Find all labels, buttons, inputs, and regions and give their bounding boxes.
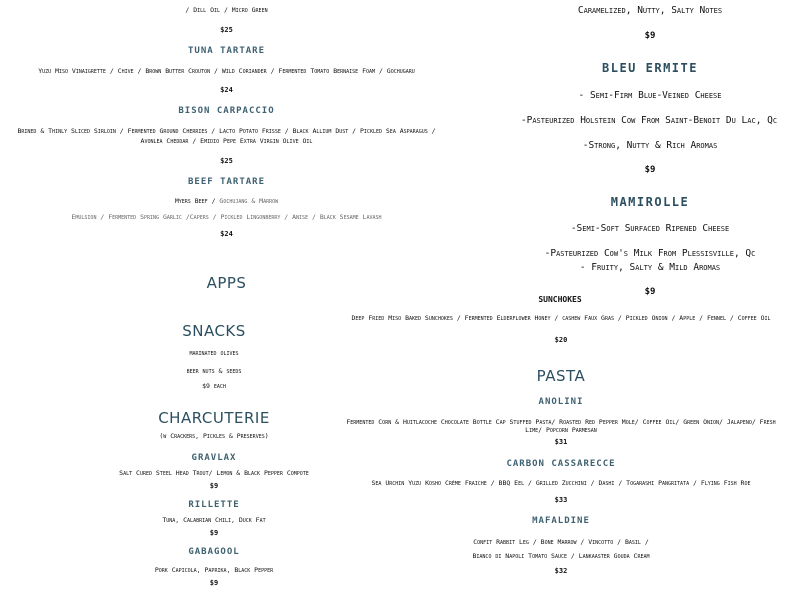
cheese-description: - Semi-Firm Blue-Veined Cheese: [578, 90, 722, 101]
dish-description: Brined & Thinly Sliced Sirloin / Fermented Ground Cherries / Lacto Potato Frisse / Black Allium Dust / Pickled Sea Asparagus /: [17, 127, 436, 135]
dish-description: / Dill Oil / Micro Green: [185, 6, 268, 14]
dish-description-part: Gochujang & Marrow: [219, 197, 279, 205]
dish-price: $31: [554, 438, 568, 446]
cheese-price: $9: [644, 165, 656, 175]
dish-title-rillette: RILLETTE: [188, 500, 240, 510]
dish-price: $32: [554, 567, 568, 575]
section-title-apps: APPS: [206, 274, 247, 292]
dish-description: [0, 213, 453, 221]
dish-description: Bianco di Napoli Tomato Sauce / Lankaaster Gouda Cream: [472, 552, 650, 560]
dish-title-beef-tartare: BEEF TARTARE: [187, 177, 266, 187]
dish-price: $25: [220, 26, 233, 34]
snack-price: $9 each: [202, 382, 226, 390]
dish-title-mafaldine: MAFALDINE: [532, 516, 590, 526]
section-title-charcuterie: CHARCUTERIE: [158, 409, 270, 427]
cheese-title-bleu-ermite: BLEU ERMITE: [602, 61, 698, 75]
dish-price: $9: [209, 579, 219, 587]
dish-description: Deep Fried Miso Baked Sunchokes / Fermented Elderflower Honey / cashew Faux Gras / Pickled Onion / Apple / Fennel / Coffee Oil: [351, 314, 771, 322]
cheese-description: - Fruity, Salty & Mild Aromas: [579, 262, 721, 273]
dish-title-bison-carpaccio: BISON CARPACCIO: [178, 106, 275, 116]
dish-price: $24: [220, 230, 233, 238]
dish-price: $20: [554, 336, 568, 344]
dish-title-gravlax: GRAVLAX: [191, 453, 237, 463]
dish-description: Confit Rabbit Leg / Bone Marrow / Vincotto / Basil /: [473, 538, 649, 546]
dish-description: [0, 197, 453, 205]
dish-description: Fermented Corn & Huitlacoche Chocolate Bottle Cap Stuffed Pasta/ Roasted Red Pepper Mole/ Coffee Oil/ Green Onion/ Jalapeno/ Fresh Lime/ Popcorn Parmesan: [346, 418, 776, 434]
dish-price: $25: [220, 157, 233, 165]
dish-price: $9: [209, 482, 219, 490]
section-subtitle: (w Crackers, Pickles & Preserves): [159, 432, 269, 440]
cheese-description: -Strong, Nutty & Rich Aromas: [582, 140, 718, 151]
dish-title-gabagool: GABAGOOL: [188, 547, 240, 557]
cheese-price: $9: [644, 287, 656, 297]
dish-description: Tuna, Calabrian Chili, Duck Fat: [162, 516, 266, 524]
dish-title-sunchokes: SUNCHOKES: [538, 295, 582, 302]
dish-description: Sea Urchin Yuzu Kosho Crème Fraiche / BBQ Eel / Grilled Zucchini / Dashi / Togarashi Pangritata / Flying Fish Roe: [371, 479, 751, 487]
dish-price: $24: [220, 86, 233, 94]
dish-title-anolini: ANOLINI: [538, 397, 584, 407]
cheese-price: $9: [644, 31, 656, 41]
cheese-description: -Pasteurized Cow's Milk From Plessisville, Qc: [544, 248, 756, 259]
cheese-title-mamirolle: MAMIROLLE: [610, 195, 690, 209]
dish-description-part: Myers Beef /: [174, 197, 220, 205]
cheese-description: Caramelized, Nutty, Salty Notes: [577, 5, 723, 16]
dish-description: Avonlea Cheddar / Emidio Pepe Extra Virgin Olive Oil: [140, 137, 313, 145]
dish-title-tuna-tartare: TUNA TARTARE: [187, 46, 266, 56]
cheese-description: -Pasteurized Holstein Cow From Saint-Benoit Du Lac, Qc: [520, 115, 778, 126]
dish-description: Yuzu Miso Vinaigrette / Chive / Brown Butter Crouton / Wild Coriander / Fermented Tomato Bernaise Foam / Gochugaru: [38, 67, 415, 75]
dish-price: $33: [554, 496, 568, 504]
dish-description: Salt Cured Steel Head Trout/ Lemon & Black Pepper Compote: [119, 469, 309, 477]
dish-description-part: Emulsion / Fermented Spring Garlic /Capers / Pickled Lingonberry / Anise / Black Sesame Lavash: [71, 213, 382, 221]
snack-item: beer nuts & seeds: [186, 367, 242, 375]
section-title-pasta: PASTA: [536, 367, 586, 385]
dish-price: $9: [209, 529, 219, 537]
section-title-snacks: SNACKS: [182, 322, 246, 340]
cheese-description: -Semi-Soft Surfaced Ripened Cheese: [570, 223, 730, 234]
snack-item: marinated olives: [189, 349, 239, 357]
clipped-title-wrapper: [390, 292, 730, 302]
dish-title-carbon-cassarecce: CARBON CASSARECCE: [506, 459, 616, 469]
dish-description: Pork Capicola, Paprika, Black Pepper: [154, 566, 274, 574]
